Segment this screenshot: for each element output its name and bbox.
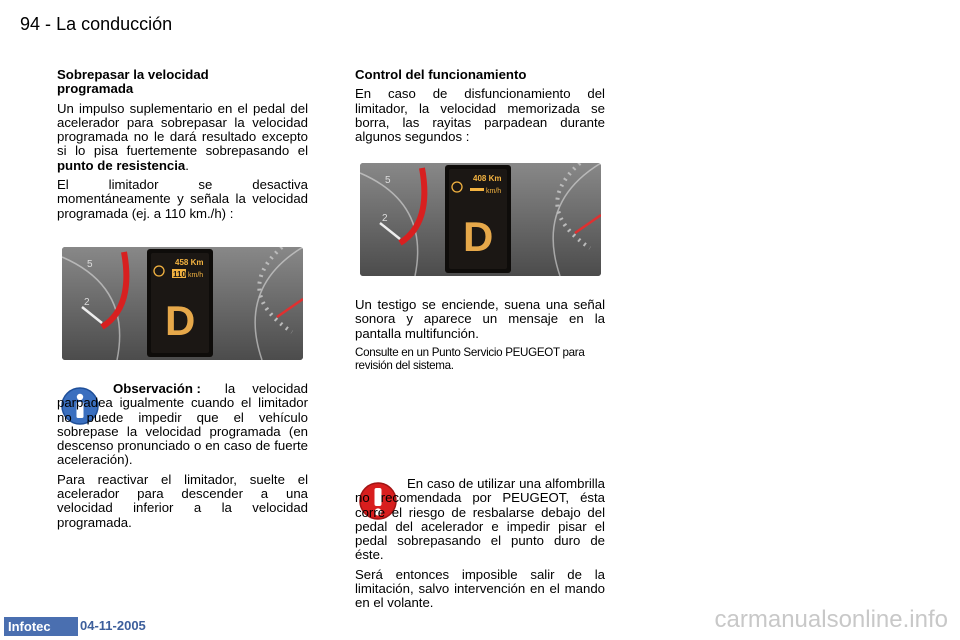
paragraph-warning-light: Un testigo se enciende, suena una señal sonora y aparece un mensaje en la pantalla multifunción. (355, 297, 605, 341)
paragraph-deactivate: El limitador se desactiva momentáneamente y señala la velocidad programada (ej. a 110 km./h) : (57, 177, 308, 221)
section-heading-control: Control del funcionamiento (355, 67, 527, 82)
svg-text:2: 2 (84, 297, 90, 308)
watermark: carmanualsonline.info (714, 606, 948, 633)
dash-unit-text-fault: km/h (486, 188, 502, 195)
note-text: la velocidad parpadea igualmente cuando el limitador no puede impedir que el vehículo sobrepase la velocidad programada (en descenso pronunciado o en caso de fuerte aceleración). (57, 381, 308, 468)
warning-block (355, 477, 605, 616)
svg-text:5: 5 (87, 259, 93, 270)
footer-badge: Infotec (4, 617, 78, 636)
paragraph-limitation: Será entonces imposible salir de la limitación, salvo intervención en el mando en el volante. (355, 566, 605, 611)
right-column-top (355, 68, 605, 149)
bold-term: punto de resistencia (57, 157, 186, 173)
paragraph-reactivate: Para reactivar el limitador, suelte el acelerador para descender a una velocidad inferior a la velocidad programada. (57, 471, 308, 530)
paragraph-service: Consulte en un Punto Servicio PEUGEOT para revisión del sistema. (355, 345, 585, 372)
paragraph-overspeed (57, 102, 308, 173)
svg-text:5: 5 (385, 175, 391, 186)
left-column-top (57, 68, 308, 226)
note-label: Observación : (113, 381, 201, 396)
note-body (57, 382, 308, 468)
dash-km-text-fault: 408 Km (473, 174, 502, 183)
page-title: La conducción (56, 14, 173, 34)
footer-date: 04-11-2005 (80, 618, 146, 633)
note-paragraph (57, 382, 308, 535)
dashboard-image-fault (360, 163, 601, 276)
dash-gear-text: D (165, 297, 196, 344)
page-header (20, 14, 172, 35)
dash-gear-text-fault: D (463, 213, 494, 260)
dashboard-image-speed (62, 247, 303, 360)
warning-text: En caso de utilizar una alfombrilla no recomendada por PEUGEOT, ésta corre el riesgo de resbalarse debajo del pedal del acelerador e impedir pisar el pedal sobrepasando el punto duro de éste. (355, 476, 605, 563)
section-heading-overspeed: Sobrepasar la velocidad programada (57, 67, 209, 97)
dash-km-text: 458 Km (175, 258, 204, 267)
page-number: 94 (20, 14, 41, 34)
paragraph-text: Un impulso suplementario en el pedal del acelerador para sobrepasar la velocidad programada no le dará resultado excepto si lo pisa fuertemente sobrepasando el (57, 100, 308, 159)
dash-speed-text: 110 (173, 270, 186, 279)
paragraph-end: . (185, 157, 189, 173)
right-column-mid (355, 298, 605, 377)
svg-text:2: 2 (382, 213, 388, 224)
paragraph-malfunction: En caso de disfuncionamiento del limitador, la velocidad memorizada se borra, las rayitas parpadean durante algunos segundos : (355, 86, 605, 145)
header-separator: - (45, 14, 52, 34)
dash-unit-text: km/h (188, 272, 204, 279)
